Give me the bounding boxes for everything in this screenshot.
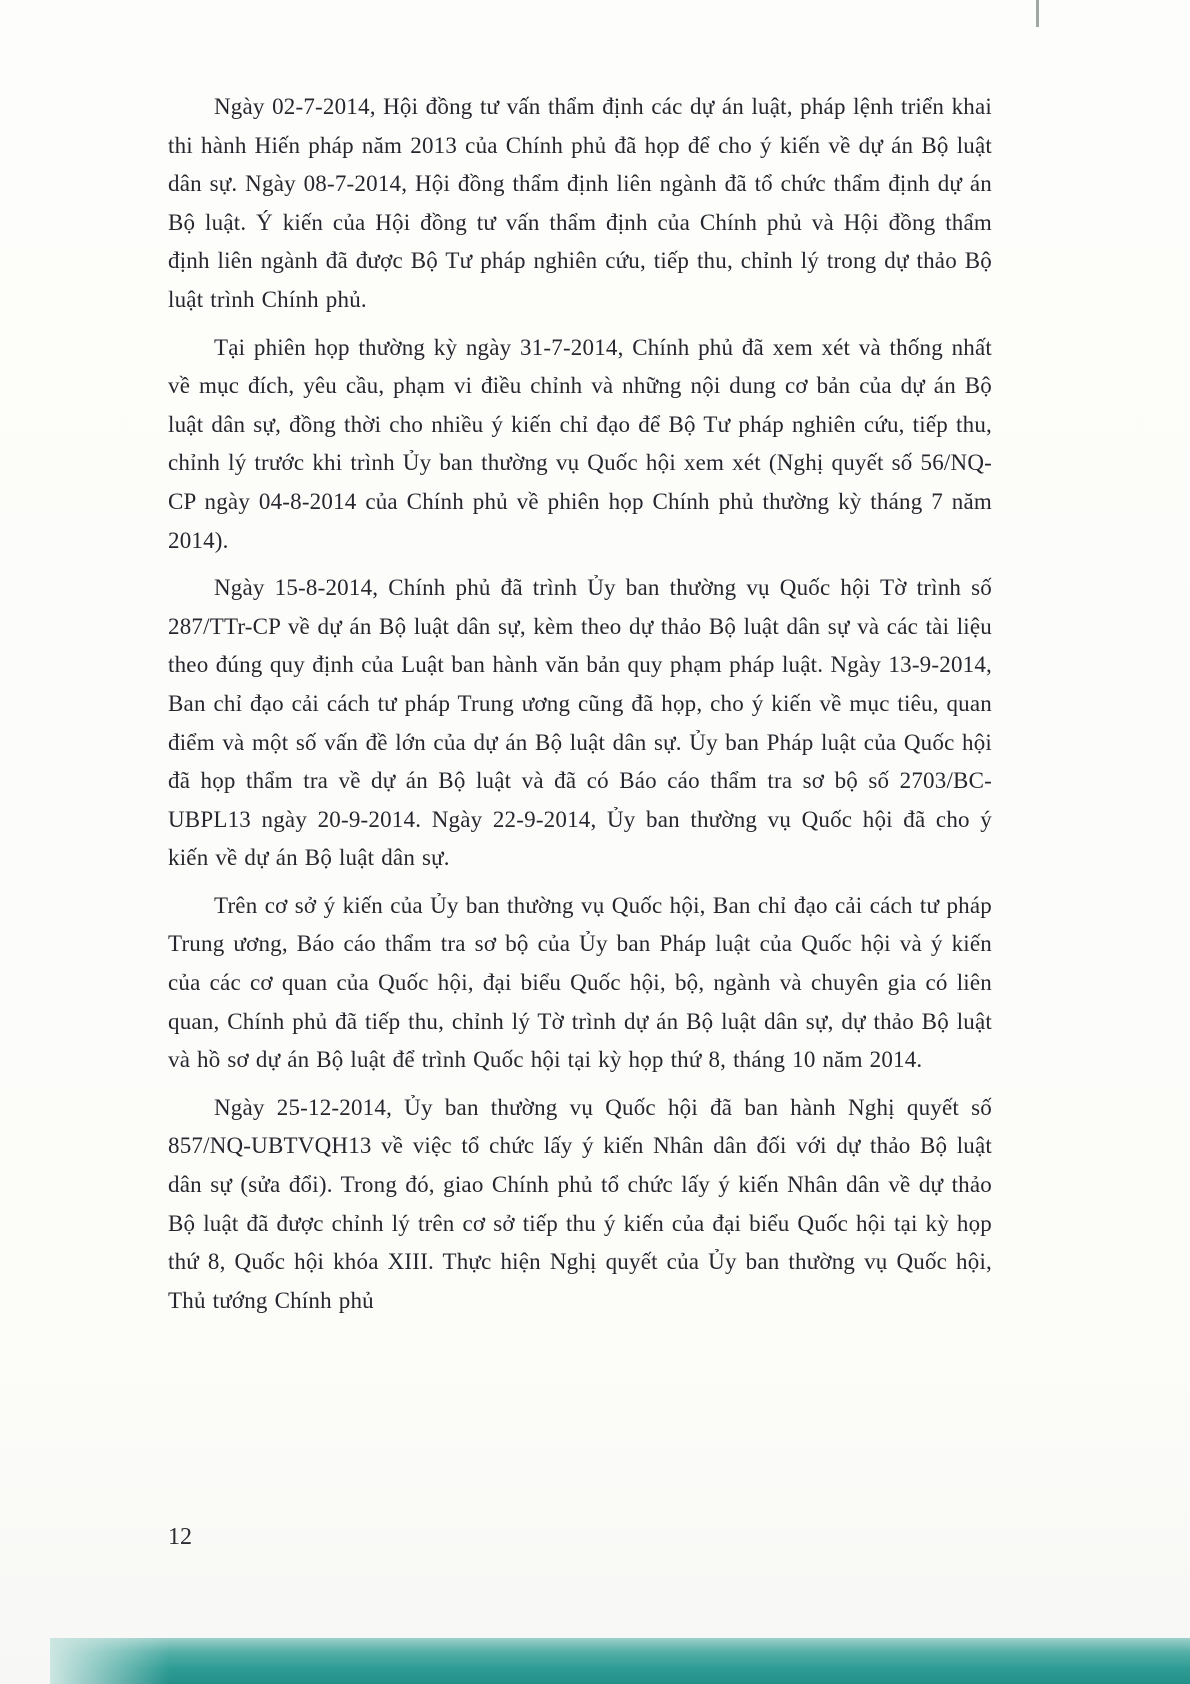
paragraph-2: Tại phiên họp thường kỳ ngày 31-7-2014, Chính phủ đã xem xét và thống nhất về mục đích, yêu cầu, phạm vi điều chỉnh và những nội dung cơ bản của dự án Bộ luật dân sự, đồng thời cho nhiều ý kiến chỉ đạo để Bộ Tư pháp nghiên cứu, tiếp thu, chỉnh lý trước khi trình Ủy ban thường vụ Quốc hội xem xét (Nghị quyết số 56/NQ-CP ngày 04-8-2014 của Chính phủ về phiên họp Chính phủ thường kỳ tháng 7 năm 2014). [168,334,992,553]
bottom-scan-edge-fade [50,1638,170,1684]
paragraph-4: Trên cơ sở ý kiến của Ủy ban thường vụ Quốc hội, Ban chỉ đạo cải cách tư pháp Trung ương, Báo cáo thẩm tra sơ bộ của Ủy ban Pháp luật của Quốc hội và ý kiến của các cơ quan của Quốc hội, đại biểu Quốc hội, bộ, ngành và chuyên gia có liên quan, Chính phủ đã tiếp thu, chỉnh lý Tờ trình dự án Bộ luật dân sự, dự thảo Bộ luật và hồ sơ dự án Bộ luật để trình Quốc hội tại kỳ họp thứ 8, tháng 10 năm 2014. [168,892,992,1073]
paragraph-5: Ngày 25-12-2014, Ủy ban thường vụ Quốc hội đã ban hành Nghị quyết số 857/NQ-UBTVQH13 về việc tổ chức lấy ý kiến Nhân dân đối với dự thảo Bộ luật dân sự (sửa đổi). Trong đó, giao Chính phủ tổ chức lấy ý kiến Nhân dân về dự thảo Bộ luật đã được chỉnh lý trên cơ sở tiếp thu ý kiến của đại biểu Quốc hội tại kỳ họp thứ 8, Quốc hội khóa XIII. Thực hiện Nghị quyết của Ủy ban thường vụ Quốc hội, Thủ tướng Chính phủ [168,1094,992,1313]
paragraph-3: Ngày 15-8-2014, Chính phủ đã trình Ủy ban thường vụ Quốc hội Tờ trình số 287/TTr-CP về dự án Bộ luật dân sự, kèm theo dự thảo Bộ luật dân sự và các tài liệu theo đúng quy định của Luật ban hành văn bản quy phạm pháp luật. Ngày 13-9-2014, Ban chỉ đạo cải cách tư pháp Trung ương cũng đã họp, cho ý kiến về mục tiêu, quan điểm và một số vấn đề lớn của dự án Bộ luật dân sự. Ủy ban Pháp luật của Quốc hội đã họp thẩm tra về dự án Bộ luật và đã có Báo cáo thẩm tra sơ bộ số 2703/BC-UBPL13 ngày 20-9-2014. Ngày 22-9-2014, Ủy ban thường vụ Quốc hội đã cho ý kiến về dự án Bộ luật dân sự. [168,575,992,871]
body-text-block [168,88,992,1329]
page-number: 12 [168,1524,192,1550]
bottom-scan-edge-bar [50,1638,1190,1684]
paragraph-1: Ngày 02-7-2014, Hội đồng tư vấn thẩm định các dự án luật, pháp lệnh triển khai thi hành Hiến pháp năm 2013 của Chính phủ đã họp để cho ý kiến về dự án Bộ luật dân sự. Ngày 08-7-2014, Hội đồng thẩm định liên ngành đã tổ chức thẩm định dự án Bộ luật. Ý kiến của Hội đồng tư vấn thẩm định của Chính phủ và Hội đồng thẩm định liên ngành đã được Bộ Tư pháp nghiên cứu, tiếp thu, chỉnh lý trong dự thảo Bộ luật trình Chính phủ. [168,94,992,312]
scan-artifact-mark [1036,0,1039,27]
